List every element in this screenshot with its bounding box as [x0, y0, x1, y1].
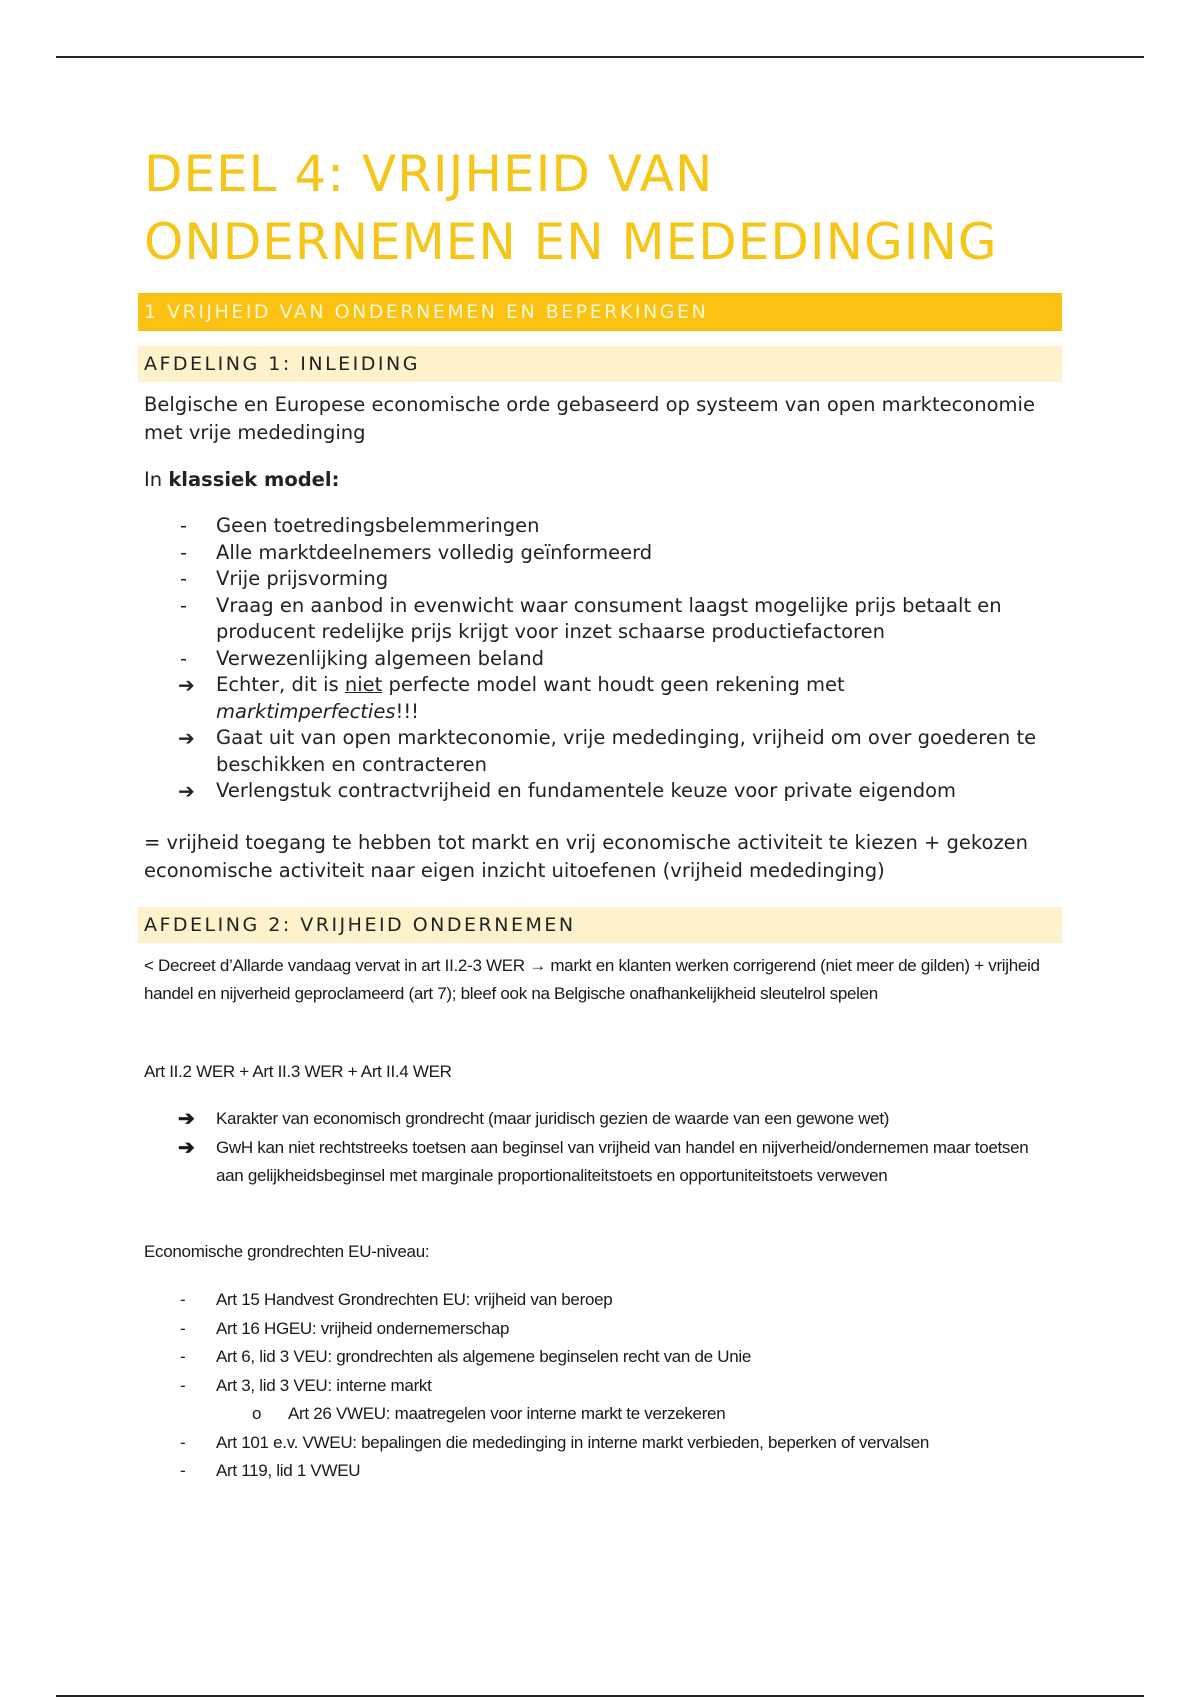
dash-bullet: - — [180, 1290, 186, 1309]
arrow-item: ➔ GwH kan niet rechtstreeks toetsen aan beginsel van vrijheid van handel en nijverheid/ondernemen maar toetsen aan gelijkheidsbeginsel met marginale proportionaliteitstoets en opportuniteitstoets verweven — [144, 1134, 1044, 1191]
klassiek-model-list — [144, 513, 1044, 805]
title-line-1: DEEL 4: VRIJHEID VAN — [144, 145, 714, 203]
list-item: - Art 101 e.v. VWEU: bepalingen die mededinging in interne markt verbieden, beperken of vervalsen — [144, 1429, 1044, 1458]
list-item: - Alle marktdeelnemers volledig geïnformeerd — [144, 540, 1044, 567]
dash-bullet: - — [180, 593, 188, 617]
list-item: - Art 15 Handvest Grondrechten EU: vrijheid van beroep — [144, 1286, 1044, 1315]
list-item: - Vrije prijsvorming — [144, 566, 1044, 593]
arrow-icon: ➔ — [178, 779, 195, 803]
top-rule — [56, 56, 1144, 58]
dash-bullet: - — [180, 514, 188, 537]
list-item: - Geen toetredingsbelemmeringen — [144, 513, 1044, 540]
list-item: - Vraag en aanbod in evenwicht waar consument laagst mogelijke prijs betaalt en producent redelijke prijs krijgt voor inzet schaarse productiefactoren — [180, 593, 1002, 643]
dash-bullet: - — [180, 1461, 186, 1480]
list-item: - Art 119, lid 1 VWEU — [144, 1457, 1044, 1486]
dash-bullet: - — [180, 1318, 186, 1338]
page-title — [144, 140, 1084, 276]
model-prefix: In — [144, 468, 169, 491]
circle-bullet: o — [252, 1404, 262, 1423]
heading-1: 1 VRIJHEID VAN ONDERNEMEN EN BEPERKINGEN — [138, 293, 1062, 331]
arrow-item: ➔ Gaat uit van open markteconomie, vrije mededinging, vrijheid om over goederen te beschikken en contracteren — [178, 726, 1037, 776]
title-line-2: ONDERNEMEN EN MEDEDINGING — [144, 213, 998, 271]
eu-rights-list — [144, 1286, 1044, 1486]
list-item: - Art 3, lid 3 VEU: interne markt — [144, 1372, 1044, 1401]
dash-bullet: - — [180, 1347, 186, 1366]
section-1-heading: AFDELING 1: INLEIDING — [138, 346, 1062, 382]
dash-bullet: - — [180, 646, 188, 670]
model-line — [144, 466, 1064, 494]
section-2-heading: AFDELING 2: VRIJHEID ONDERNEMEN — [138, 907, 1062, 943]
list-item: - Verwezenlijking algemeen beland — [144, 646, 1044, 673]
dash-bullet: - — [180, 567, 188, 590]
arrow-icon: ➔ — [178, 673, 195, 697]
arrow-item: ➔ Karakter van economisch grondrecht (maar juridisch gezien de waarde van een gewone wet) — [144, 1105, 1044, 1134]
arrow-icon: ➔ — [178, 726, 195, 750]
model-bold: klassiek model: — [168, 468, 340, 491]
list-item: - Art 16 HGEU: vrijheid ondernemerschap — [144, 1315, 1044, 1344]
arrow-item: ➔ Echter, dit is niet perfecte model want houdt geen rekening met marktimperfecties!!! — [178, 673, 845, 723]
articles-line: Art II.2 WER + Art II.3 WER + Art II.4 WER — [144, 1062, 452, 1081]
grondrecht-arrow-list — [144, 1105, 1044, 1191]
decreet-paragraph: < Decreet d’Allarde vandaag vervat in art II.2-3 WER → markt en klanten werken corrigerend (niet meer de gilden) + vrijheid handel en nijverheid geproclameerd (art 7); bleef ook na Belgische onafhankelijkheid sleutelrol spelen — [144, 956, 1040, 1003]
dash-bullet: - — [180, 1375, 186, 1395]
arrow-icon: ➔ — [178, 1108, 195, 1130]
dash-bullet: - — [180, 1432, 186, 1452]
section-1-intro: Belgische en Europese economische orde gebaseerd op systeem van open markteconomie met vrije mededinging — [144, 393, 1035, 444]
sub-list-item: o Art 26 VWEU: maatregelen voor interne markt te verzekeren — [144, 1400, 1044, 1429]
dash-bullet: - — [180, 540, 188, 564]
eu-intro: Economische grondrechten EU-niveau: — [144, 1242, 430, 1261]
definition-paragraph: = vrijheid toegang te hebben tot markt en vrij economische activiteit te kiezen + gekozen economische activiteit naar eigen inzicht uitoefenen (vrijheid mededinging) — [144, 831, 1029, 882]
list-item: - Art 6, lid 3 VEU: grondrechten als algemene beginselen recht van de Unie — [144, 1343, 1044, 1372]
arrow-item: ➔ Verlengstuk contractvrijheid en fundamentele keuze voor private eigendom — [178, 779, 957, 803]
arrow-icon: ➔ — [178, 1136, 195, 1159]
bottom-rule — [56, 1695, 1144, 1697]
